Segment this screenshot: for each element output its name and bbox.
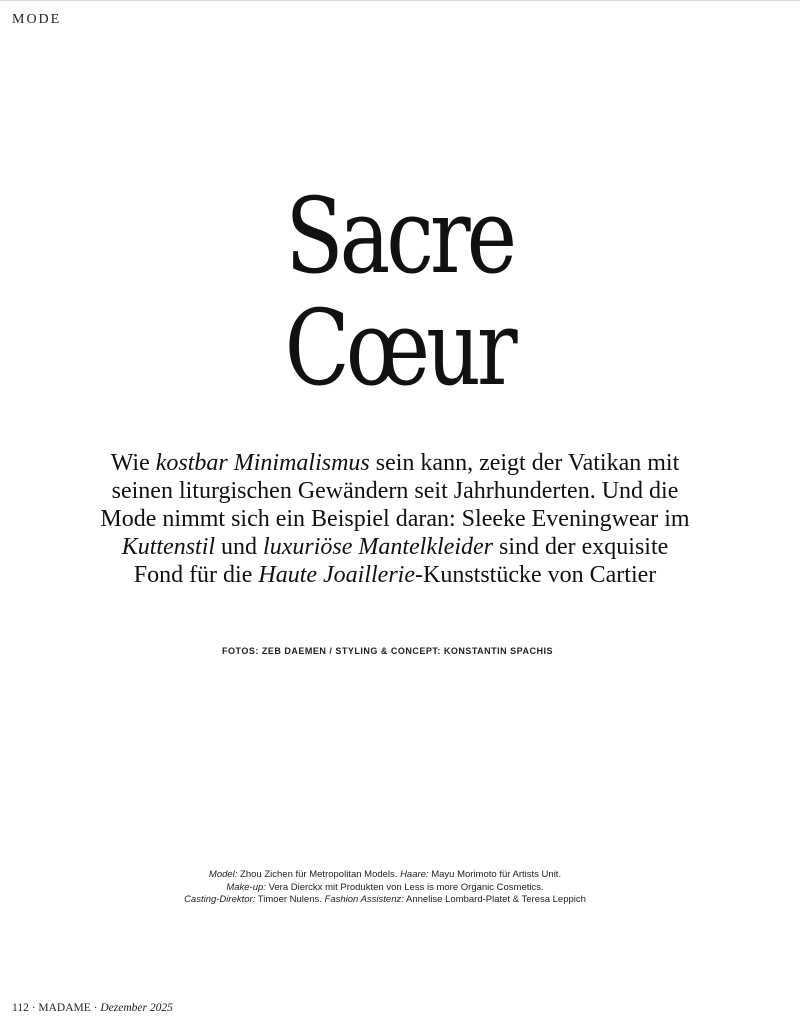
- headline-line-1: Sacre: [285, 175, 513, 297]
- section-label: MODE: [12, 12, 62, 27]
- lead-italic-1: kostbar Minimalismus: [155, 450, 370, 476]
- lead-text-3: und: [215, 534, 264, 560]
- crew-line-3: [0, 894, 770, 907]
- article-headline: [71, 175, 727, 409]
- hair-label: Haare:: [400, 869, 429, 880]
- lead-italic-2: Kuttenstil: [121, 534, 216, 560]
- makeup-label: Make-up:: [226, 881, 266, 893]
- crew-credits: [0, 869, 770, 907]
- footer-issue: Dezember 2025: [100, 1002, 173, 1014]
- assist-value: Annelise Lombard-Platet & Teresa Leppich: [403, 894, 586, 905]
- casting-value: Timoer Nulens.: [255, 894, 325, 905]
- casting-label: Casting-Direktor:: [184, 894, 256, 905]
- lead-text-1: Wie: [110, 450, 156, 476]
- page-footer: [12, 1002, 173, 1014]
- lead-text-4: sind der exquisite Fond für die: [133, 534, 669, 588]
- top-rule: [0, 0, 800, 1]
- makeup-value: Vera Dierckx mit Produkten von Less is more Organic Cosmetics.: [265, 881, 544, 893]
- assist-label: Fashion Assistenz:: [324, 894, 404, 905]
- crew-line-2: [0, 882, 770, 895]
- model-label: Model:: [208, 869, 238, 880]
- photo-credits: FOTOS: ZEB DAEMEN / STYLING & CONCEPT: KONSTANTIN SPACHIS: [221, 646, 553, 656]
- lead-italic-3: luxuriöse Mantelkleider: [263, 534, 493, 560]
- lead-text-5: -Kunststücke von Cartier: [415, 562, 657, 588]
- hair-value: Mayu Morimoto für Artists Unit.: [428, 869, 562, 880]
- headline-line-2: Cœur: [284, 287, 514, 409]
- model-value: Zhou Zichen für Metropolitan Models.: [237, 869, 401, 880]
- lead-text-2: sein kann, zeigt der Vatikan mit seinen liturgischen Gewändern seit Jahrhunderten. Und die Mode nimmt sich ein Beispiel daran: Sleeke Eveningwear im: [100, 450, 690, 532]
- footer-page-info: 112 · MADAME ·: [12, 1002, 101, 1014]
- lead-paragraph: [100, 449, 690, 589]
- lead-italic-4: Haute Joaillerie: [258, 562, 415, 588]
- crew-line-1: [0, 869, 770, 882]
